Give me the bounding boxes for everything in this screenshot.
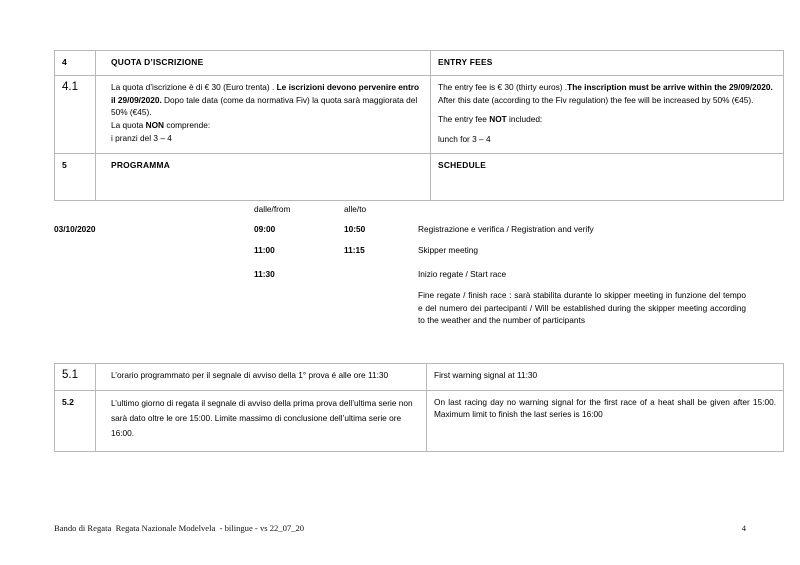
schedule-from-time: 11:00 <box>254 245 275 256</box>
subsection-number: 4.1 <box>62 81 78 94</box>
fees-lunch-en: lunch for 3 – 4 <box>438 134 491 145</box>
schedule-date-empty <box>54 244 254 268</box>
schedule-spacer <box>409 268 418 289</box>
signal-text-en: On last racing day no warning signal for the first race of a heat shall be given after 15:00. Maximum limit to finish the last series is 16:00 <box>434 396 776 420</box>
table-row <box>55 153 784 200</box>
signal-text-en: First warning signal at 11:30 <box>434 370 538 380</box>
section-title-en-cell <box>431 51 784 76</box>
schedule-date-header <box>54 203 254 223</box>
section-title-en: ENTRY FEES <box>438 57 493 67</box>
fees-not-included-en <box>438 113 776 126</box>
schedule-from-time <box>254 289 344 326</box>
table-row <box>55 76 784 153</box>
schedule-row <box>54 289 746 326</box>
schedule-spacer <box>409 223 418 244</box>
signal-text-it-cell <box>96 364 427 391</box>
programme-title-en-cell <box>431 153 784 200</box>
fees-body-en-cell <box>431 76 784 153</box>
table-row <box>55 390 784 451</box>
fees-p2c-en: included: <box>506 114 543 125</box>
signal-number-cell <box>55 364 96 391</box>
fees-p1c-en: After this date (according to the Fiv regulation) the fee will be increased by 50% (€45). <box>438 94 754 105</box>
signal-number: 5.1 <box>62 369 78 381</box>
schedule-spacer <box>409 203 418 223</box>
warning-signals-table <box>54 363 784 452</box>
schedule-date-empty <box>54 268 254 289</box>
schedule-from-time: 09:00 <box>254 224 276 235</box>
section-number-cell <box>55 51 96 76</box>
programme-number: 5 <box>62 159 67 170</box>
signal-text-en-cell <box>427 390 784 451</box>
fees-p1c-it: Dopo tale data (come da normativa Fiv) la quota sarà maggiorata del 50% (€45). <box>111 94 418 118</box>
schedule-to-time <box>344 289 409 326</box>
signal-text-it: L’ultimo giorno di regata il segnale di avviso della prima prova dell’ultima serie non sarà dato oltre le ore 15:00. Limite massimo di conclusione dell’ultima serie ore 16:00. <box>111 397 413 439</box>
schedule-description: Skipper meeting <box>418 245 478 256</box>
programme-title-it: PROGRAMMA <box>111 159 171 170</box>
fees-p2a-it: La quota <box>111 120 146 131</box>
schedule-row <box>54 244 746 268</box>
schedule-header-row <box>54 203 746 223</box>
footer-text: Bando di Regata Regata Nazionale Modelvela - bilingue - vs 22_07_20 <box>54 523 305 533</box>
fees-p2a-en: The entry fee <box>438 114 490 125</box>
fees-body-it-cell <box>96 76 431 153</box>
programme-title-it-cell <box>96 153 431 200</box>
signal-text-en-cell <box>427 364 784 391</box>
schedule-to-header: alle/to <box>344 204 367 214</box>
fees-p1b-it: Le iscrizioni devono pervenire entro il 29/09/2020. <box>111 82 420 105</box>
entry-fees-table <box>54 50 784 201</box>
schedule-spacer <box>409 289 418 326</box>
schedule-date: 03/10/2020 <box>54 224 96 235</box>
signal-number-cell <box>55 390 96 451</box>
schedule-description: Registrazione e verifica / Registration and verify <box>418 224 594 235</box>
schedule-description: Fine regate / finish race : sarà stabilita durante lo skipper meeting in funzione del tempo e del numero dei partecipanti / Will be established during the skipper meeting according to the weather and the number of participants <box>418 290 746 326</box>
schedule-table <box>54 203 746 327</box>
fees-p1a-en: The entry fee is € 30 (thirty euros) . <box>438 82 568 93</box>
fees-p2c-it: comprende: <box>164 120 211 131</box>
table-row <box>55 51 784 76</box>
schedule-date-empty <box>54 289 254 326</box>
section-title-it-cell <box>96 51 431 76</box>
schedule-to-time <box>344 268 409 289</box>
signal-text-it-cell <box>96 390 427 451</box>
schedule-block <box>54 203 746 327</box>
fees-lunch-it: i pranzi del 3 – 4 <box>111 132 172 143</box>
schedule-spacer <box>409 244 418 268</box>
schedule-desc-header <box>418 203 746 223</box>
schedule-row <box>54 223 746 244</box>
schedule-from-time: 11:30 <box>254 269 275 280</box>
fees-p1b-en: The inscription must be arrive within the 29/09/2020. <box>567 82 773 93</box>
subsection-number-cell <box>55 76 96 153</box>
schedule-description: Inizio regate / Start race <box>418 269 507 280</box>
schedule-from-header: dalle/from <box>254 204 291 214</box>
schedule-to-time: 11:15 <box>344 245 365 256</box>
table-row <box>55 364 784 391</box>
page-number: 4 <box>741 523 746 533</box>
fees-not-included-it <box>103 119 423 132</box>
programme-number-cell <box>55 153 96 200</box>
section-number: 4 <box>62 57 67 67</box>
signal-number: 5.2 <box>62 396 74 407</box>
fees-paragraph-it <box>103 81 423 119</box>
schedule-row <box>54 268 746 289</box>
signal-text-it: L’orario programmato per il segnale di avviso della 1° prova é alle ore 11:30 <box>111 370 389 380</box>
section-title-it: QUOTA D’ISCRIZIONE <box>111 57 204 67</box>
fees-p2b-it: NON <box>145 120 165 131</box>
programme-title-en: SCHEDULE <box>438 159 487 170</box>
fees-paragraph-en <box>438 81 776 106</box>
fees-p1a-it: La quota d’iscrizione è di € 30 (Euro trenta) . <box>111 82 277 93</box>
fees-p2b-en: NOT <box>489 114 507 125</box>
schedule-to-time: 10:50 <box>344 224 366 235</box>
